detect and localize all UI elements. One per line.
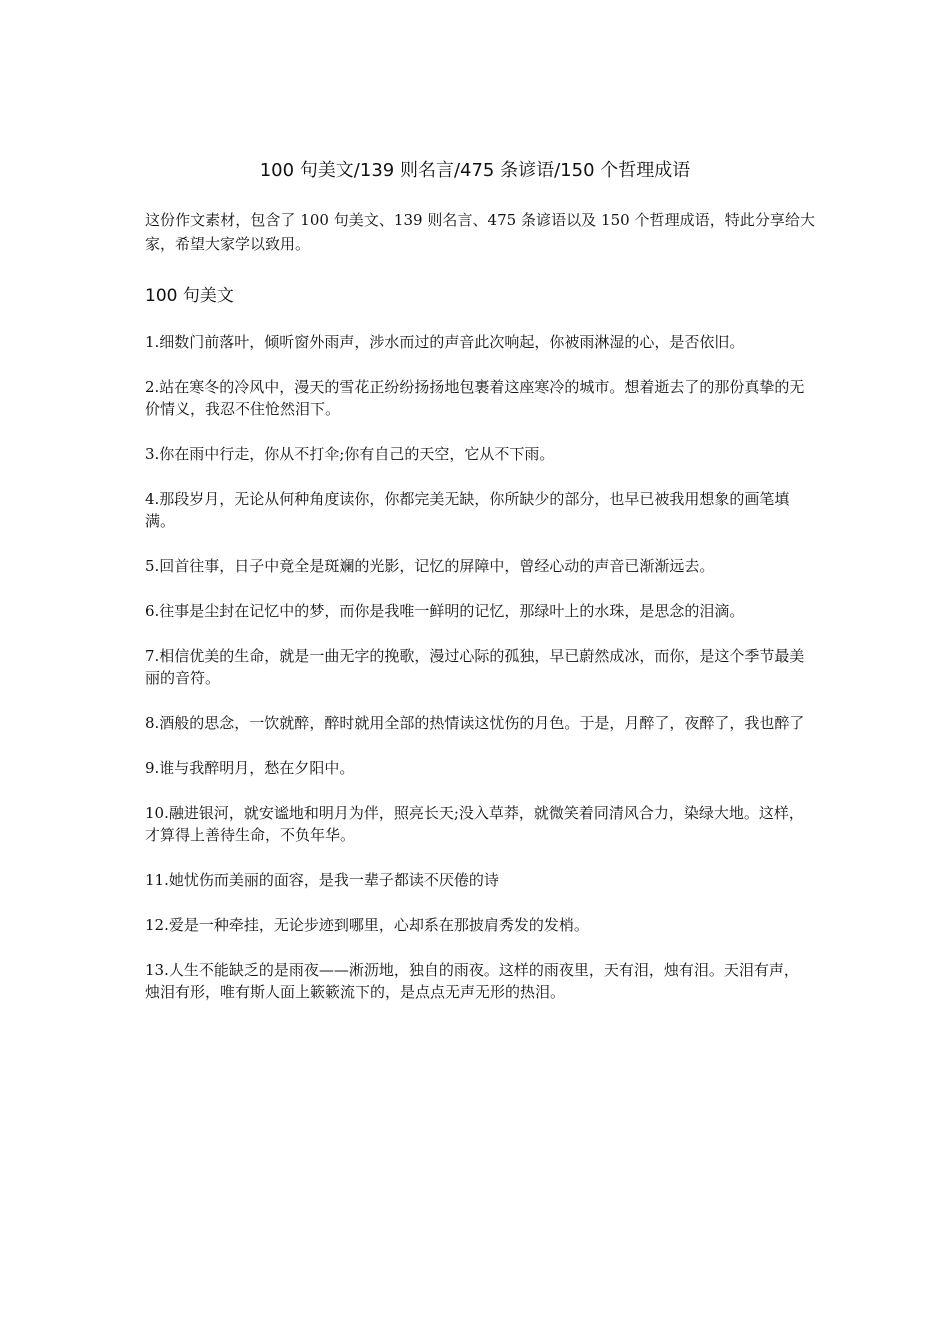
- document-title: 100 句美文/139 则名言/475 条谚语/150 个哲理成语: [259, 160, 691, 181]
- list-item: 6.往事是尘封在记忆中的梦，而你是我唯一鲜明的记忆，那绿叶上的水珠，是思念的泪滴。: [145, 602, 745, 620]
- section-heading: 100 句美文: [145, 286, 234, 306]
- list-item: 8.酒般的思念，一饮就醉，醉时就用全部的热情读这忧伤的月色。于是，月醉了，夜醉了，我也醉了: [145, 714, 805, 732]
- list-item: 1.细数门前落叶，倾听窗外雨声，涉水而过的声音此次响起，你被雨淋湿的心，是否依旧。: [145, 333, 745, 351]
- list-item: 3.你在雨中行走，你从不打伞;你有自己的天空，它从不下雨。: [145, 445, 555, 463]
- list-item: 7.相信优美的生命，就是一曲无字的挽歌，漫过心际的孤独，早已蔚然成冰，而你，是这个季节最美丽的音符。: [145, 647, 805, 687]
- list-item: 12.爱是一种牵挂，无论步迹到哪里，心却系在那披肩秀发的发梢。: [145, 916, 589, 934]
- list-item: 9.谁与我醉明月，愁在夕阳中。: [145, 759, 355, 777]
- list-item: 13.人生不能缺乏的是雨夜——淅沥地，独自的雨夜。这样的雨夜里，天有泪，烛有泪。天泪有声，烛泪有形，唯有斯人面上簌簌流下的，是点点无声无形的热泪。: [145, 961, 799, 1001]
- sentence-list: [145, 331, 805, 1026]
- list-item: 10.融进银河，就安谧地和明月为伴，照亮长天;没入草莽，就微笑着同清风合力，染绿大地。这样，才算得上善待生命，不负年华。: [145, 804, 804, 844]
- list-item: 5.回首往事，日子中竟全是斑斓的光影，记忆的屏障中，曾经心动的声音已渐渐远去。: [145, 557, 715, 575]
- intro-paragraph: 这份作文素材，包含了 100 句美文、139 则名言、475 条谚语以及 150 个哲理成语，特此分享给大家，希望大家学以致用。: [145, 211, 815, 253]
- list-item: 11.她忧伤而美丽的面容，是我一辈子都读不厌倦的诗: [145, 871, 499, 889]
- list-item: 2.站在寒冬的冷风中，漫天的雪花正纷纷扬扬地包裹着这座寒冷的城市。想着逝去了的那份真挚的无价情义，我忍不住怆然泪下。: [145, 378, 805, 418]
- list-item: 4.那段岁月，无论从何种角度读你，你都完美无缺，你所缺少的部分，也早已被我用想象的画笔填满。: [145, 490, 790, 530]
